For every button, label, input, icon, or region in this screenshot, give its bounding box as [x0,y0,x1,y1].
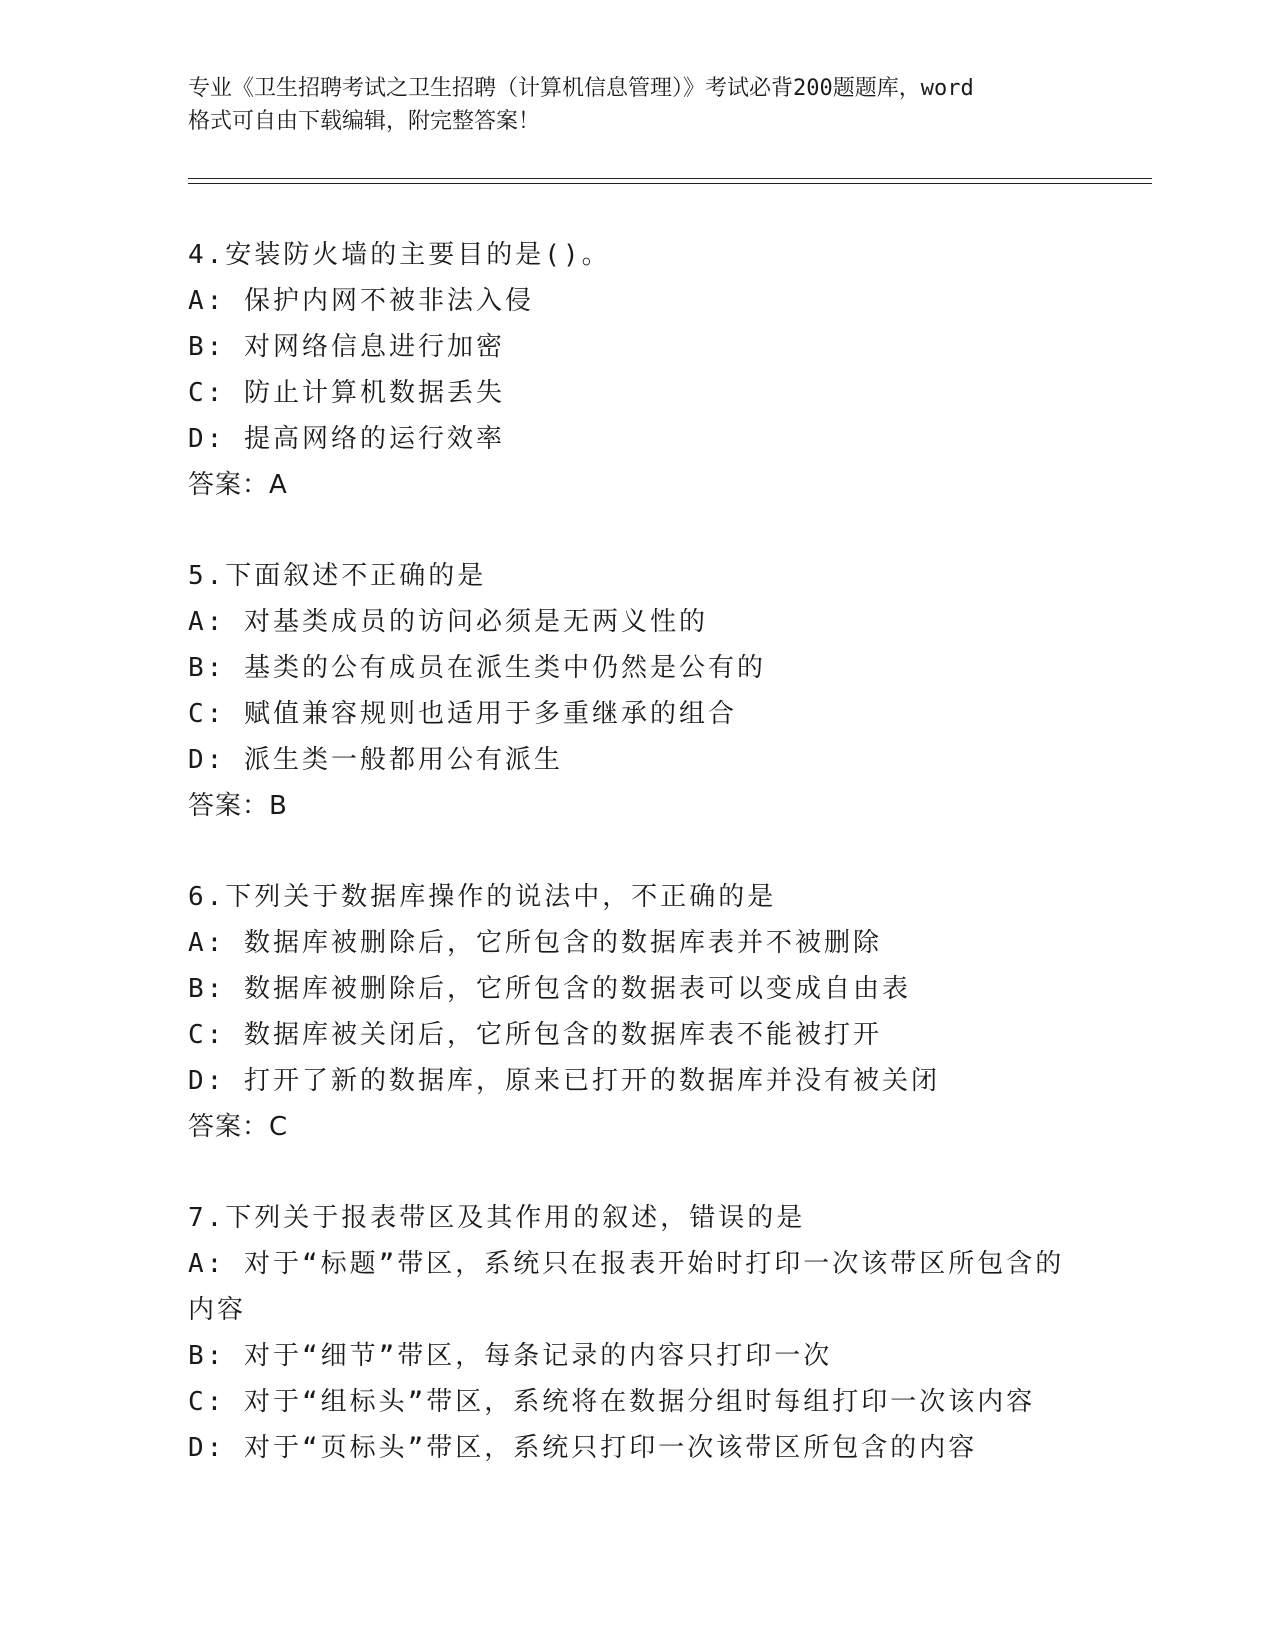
option-d: D: 打开了新的数据库，原来已打开的数据库并没有被关闭 [188,1066,940,1096]
option-b: B: 基类的公有成员在派生类中仍然是公有的 [188,653,766,683]
option-b: B: 对于“细节”带区，每条记录的内容只打印一次 [188,1341,833,1371]
question-5 [188,553,1088,829]
option-b: B: 数据库被删除后，它所包含的数据表可以变成自由表 [188,974,911,1004]
question-list [188,232,1088,1516]
option-a: A: 对于“标题”带区，系统只在报表开始时打印一次该带区所包含的内容 [188,1249,1065,1325]
question-4 [188,232,1088,508]
option-a: A: 数据库被删除后，它所包含的数据库表并不被删除 [188,928,882,958]
document-header [188,72,1088,138]
header-divider-top [188,178,1152,179]
question-stem: 6.下列关于数据库操作的说法中，不正确的是 [188,882,777,912]
question-stem: 4.安装防火墙的主要目的是()。 [188,240,611,270]
question-stem: 7.下列关于报表带区及其作用的叙述，错误的是 [188,1203,806,1233]
option-d: D: 对于“页标头”带区，系统只打印一次该带区所包含的内容 [188,1433,978,1463]
option-b: B: 对网络信息进行加密 [188,332,505,362]
option-d: D: 提高网络的运行效率 [188,424,505,454]
option-d: D: 派生类一般都用公有派生 [188,745,563,775]
answer: 答案：B [188,791,288,821]
question-stem: 5.下面叙述不正确的是 [188,561,487,591]
answer: 答案：A [188,470,288,500]
option-c: C: 数据库被关闭后，它所包含的数据库表不能被打开 [188,1020,882,1050]
question-6 [188,874,1088,1150]
header-line-1: 专业《卫生招聘考试之卫生招聘（计算机信息管理）》考试必背200题题库，word [188,76,974,101]
header-divider-bottom [188,183,1152,184]
option-c: C: 对于“组标头”带区，系统将在数据分组时每组打印一次该内容 [188,1387,1036,1417]
option-c: C: 赋值兼容规则也适用于多重继承的组合 [188,699,737,729]
header-line-2: 格式可自由下载编辑，附完整答案！ [188,109,541,134]
option-a: A: 保护内网不被非法入侵 [188,286,534,316]
option-c: C: 防止计算机数据丢失 [188,378,505,408]
question-7 [188,1195,1088,1471]
answer: 答案：C [188,1112,289,1142]
option-a: A: 对基类成员的访问必须是无两义性的 [188,607,708,637]
